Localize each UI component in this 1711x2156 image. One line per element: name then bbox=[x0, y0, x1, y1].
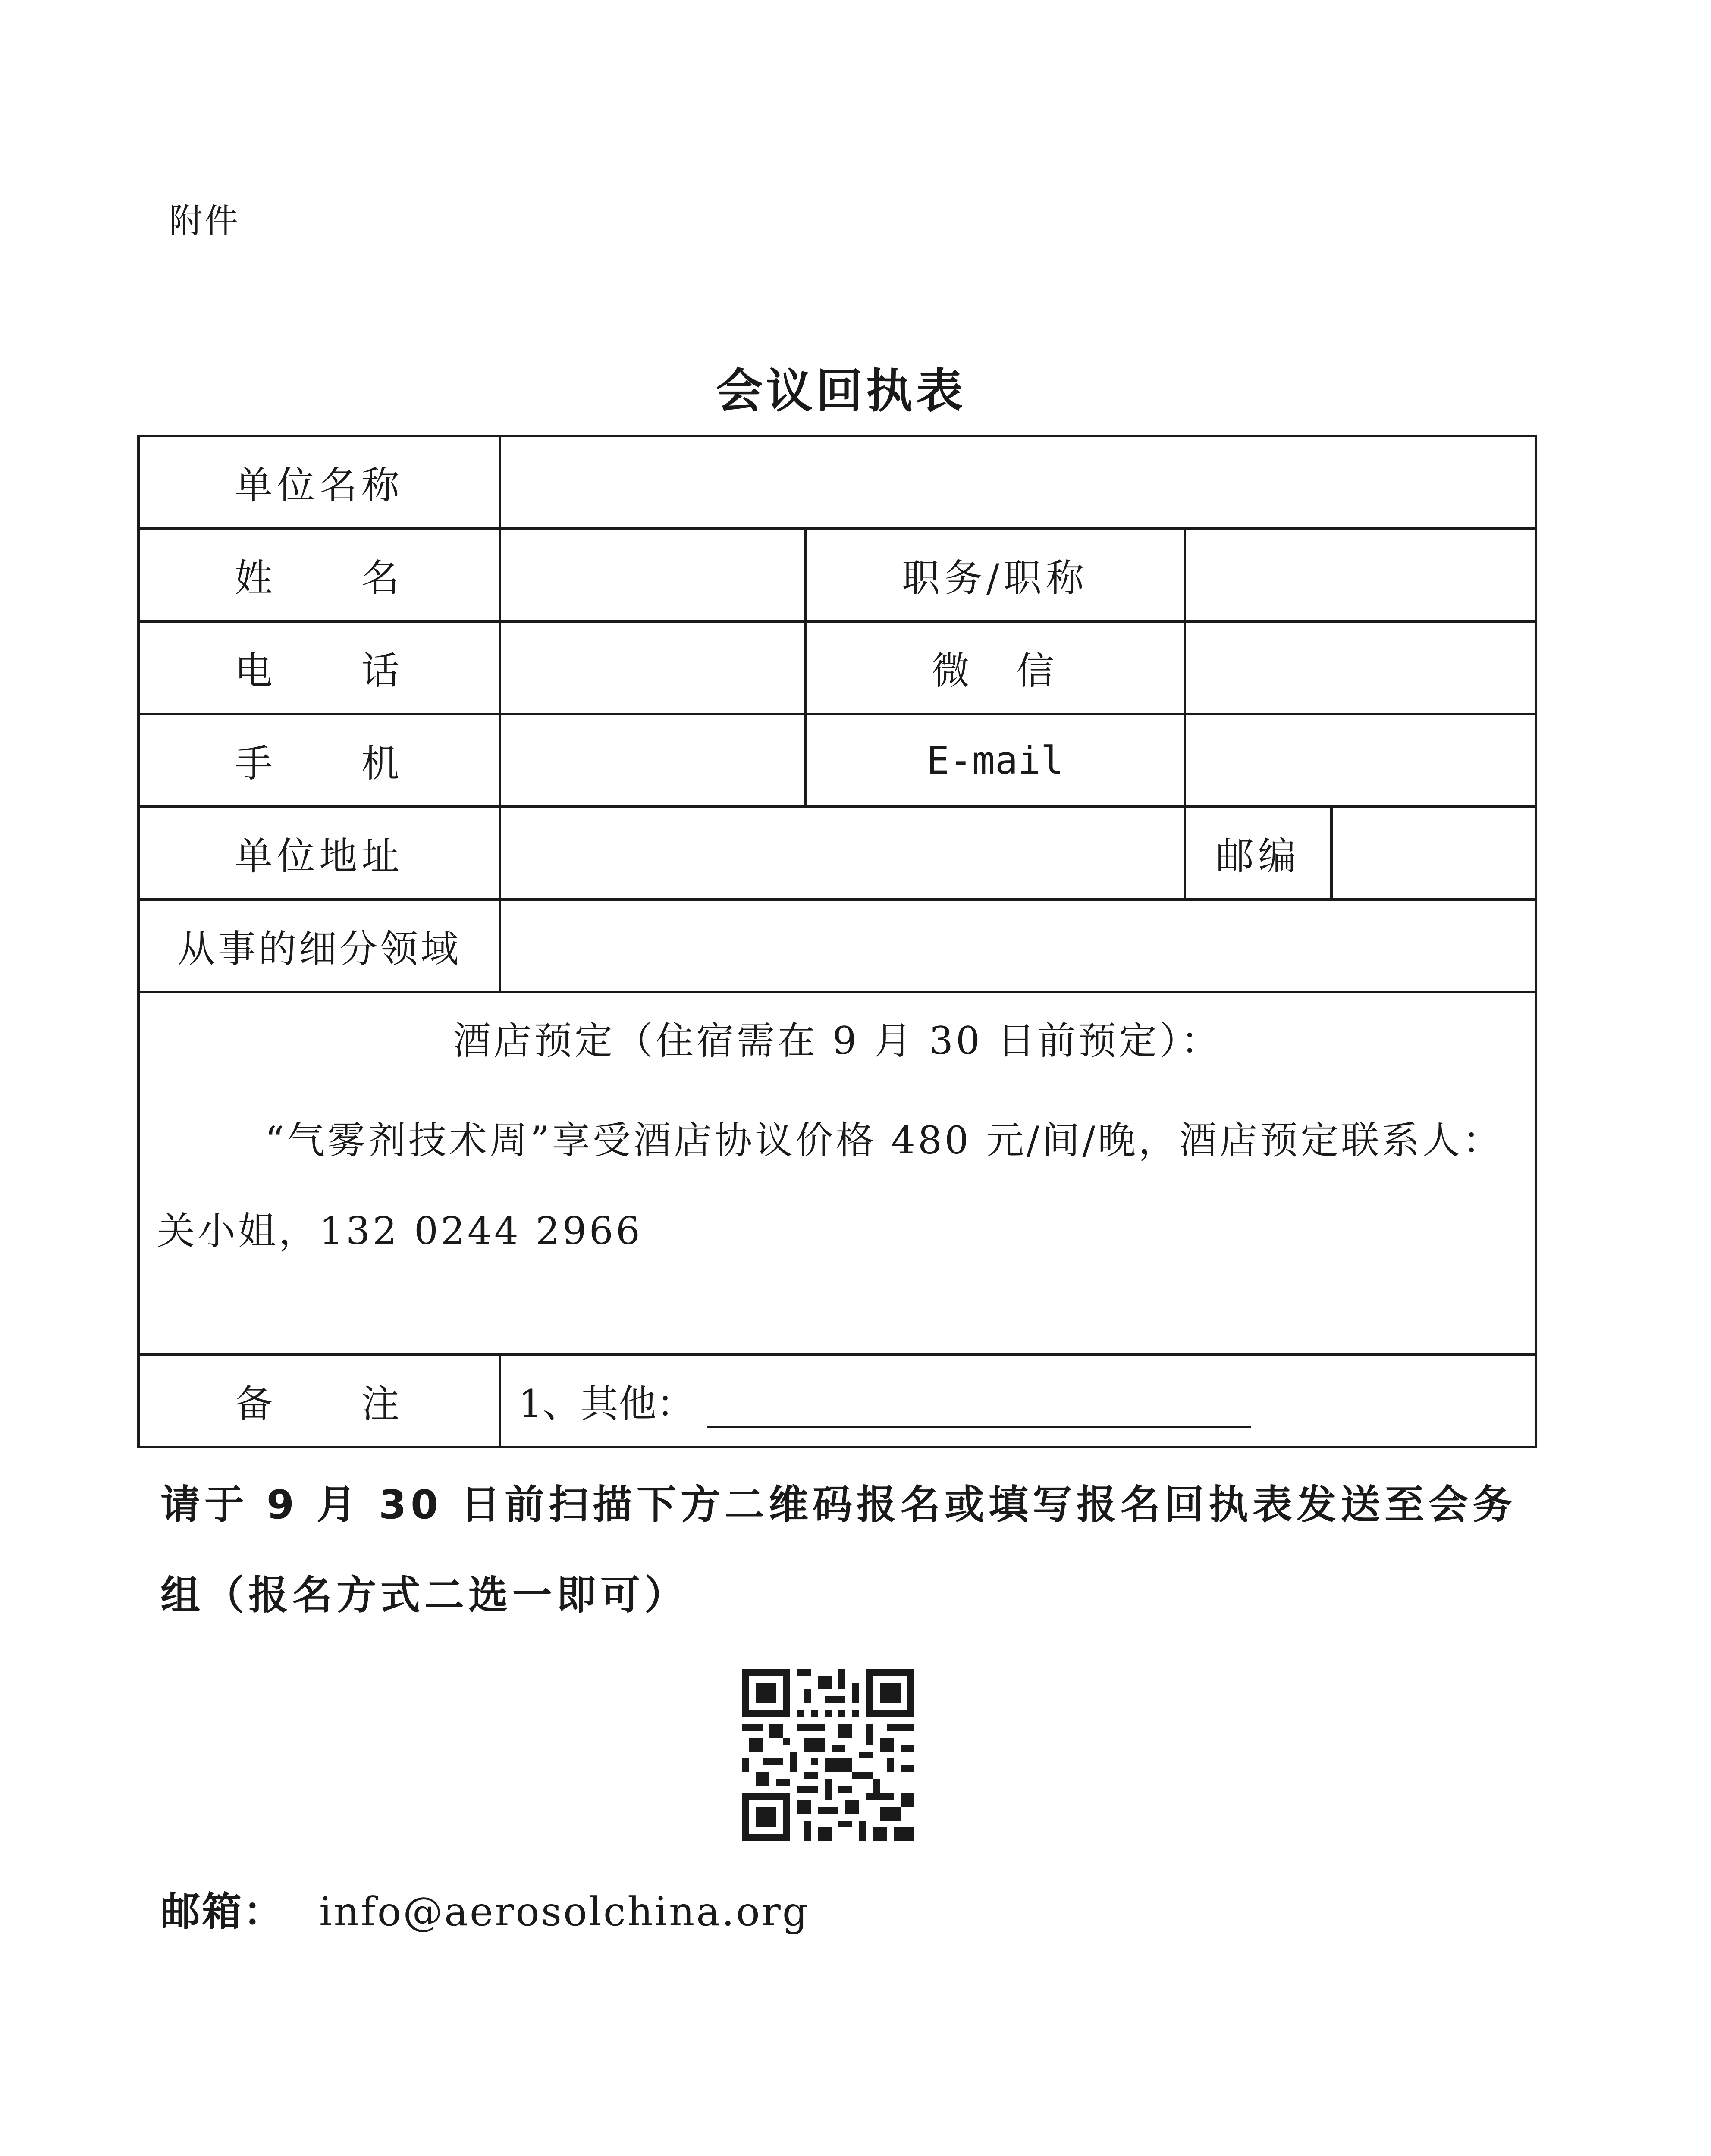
mobile-label: 手 机 bbox=[138, 714, 500, 807]
address-label: 单位地址 bbox=[138, 807, 500, 899]
address-field[interactable] bbox=[500, 807, 1185, 899]
email-contact bbox=[160, 1880, 810, 1937]
position-field[interactable] bbox=[1185, 529, 1536, 621]
form-title: 会议回执表 bbox=[716, 364, 966, 418]
company-name-field[interactable] bbox=[500, 436, 1536, 529]
qr-code-icon[interactable] bbox=[742, 1669, 914, 1841]
company-name-label: 单位名称 bbox=[138, 436, 500, 529]
notes-label: 备 注 bbox=[138, 1354, 500, 1447]
hotel-section bbox=[138, 992, 1536, 1354]
postcode-field[interactable] bbox=[1331, 807, 1536, 899]
name-field[interactable] bbox=[500, 529, 805, 621]
wechat-label: 微 信 bbox=[805, 621, 1185, 714]
email-field[interactable] bbox=[1185, 714, 1536, 807]
name-label: 姓 名 bbox=[138, 529, 500, 621]
email-label: E-mail bbox=[805, 714, 1185, 807]
email-contact-value[interactable]: info@aerosolchina.org bbox=[319, 1889, 810, 1935]
attachment-label: 附件 bbox=[169, 202, 240, 241]
notes-blank-line[interactable] bbox=[707, 1391, 1251, 1428]
position-label: 职务/职称 bbox=[805, 529, 1185, 621]
wechat-field[interactable] bbox=[1185, 621, 1536, 714]
field-label: 从事的细分领域 bbox=[138, 899, 500, 992]
notes-cell bbox=[500, 1354, 1536, 1447]
field-field[interactable] bbox=[500, 899, 1536, 992]
registration-instructions: 请于 9 月 30 日前扫描下方二维码报名或填写报名回执表发送至会务组（报名方式二选一即可） bbox=[160, 1482, 1517, 1618]
email-contact-label: 邮箱： bbox=[160, 1889, 285, 1935]
reply-form-table bbox=[137, 435, 1537, 1448]
hotel-title: 酒店预定（住宿需在 9 月 30 日前预定）： bbox=[453, 1018, 1221, 1063]
mobile-field[interactable] bbox=[500, 714, 805, 807]
phone-label: 电 话 bbox=[138, 621, 500, 714]
notes-item-label: 1、其他： bbox=[518, 1381, 694, 1426]
postcode-label: 邮编 bbox=[1185, 807, 1331, 899]
hotel-body: “气雾剂技术周”享受酒店协议价格 480 元/间/晚，酒店预定联系人：关小姐，132 0244 2966 bbox=[157, 1118, 1504, 1253]
phone-field[interactable] bbox=[500, 621, 805, 714]
